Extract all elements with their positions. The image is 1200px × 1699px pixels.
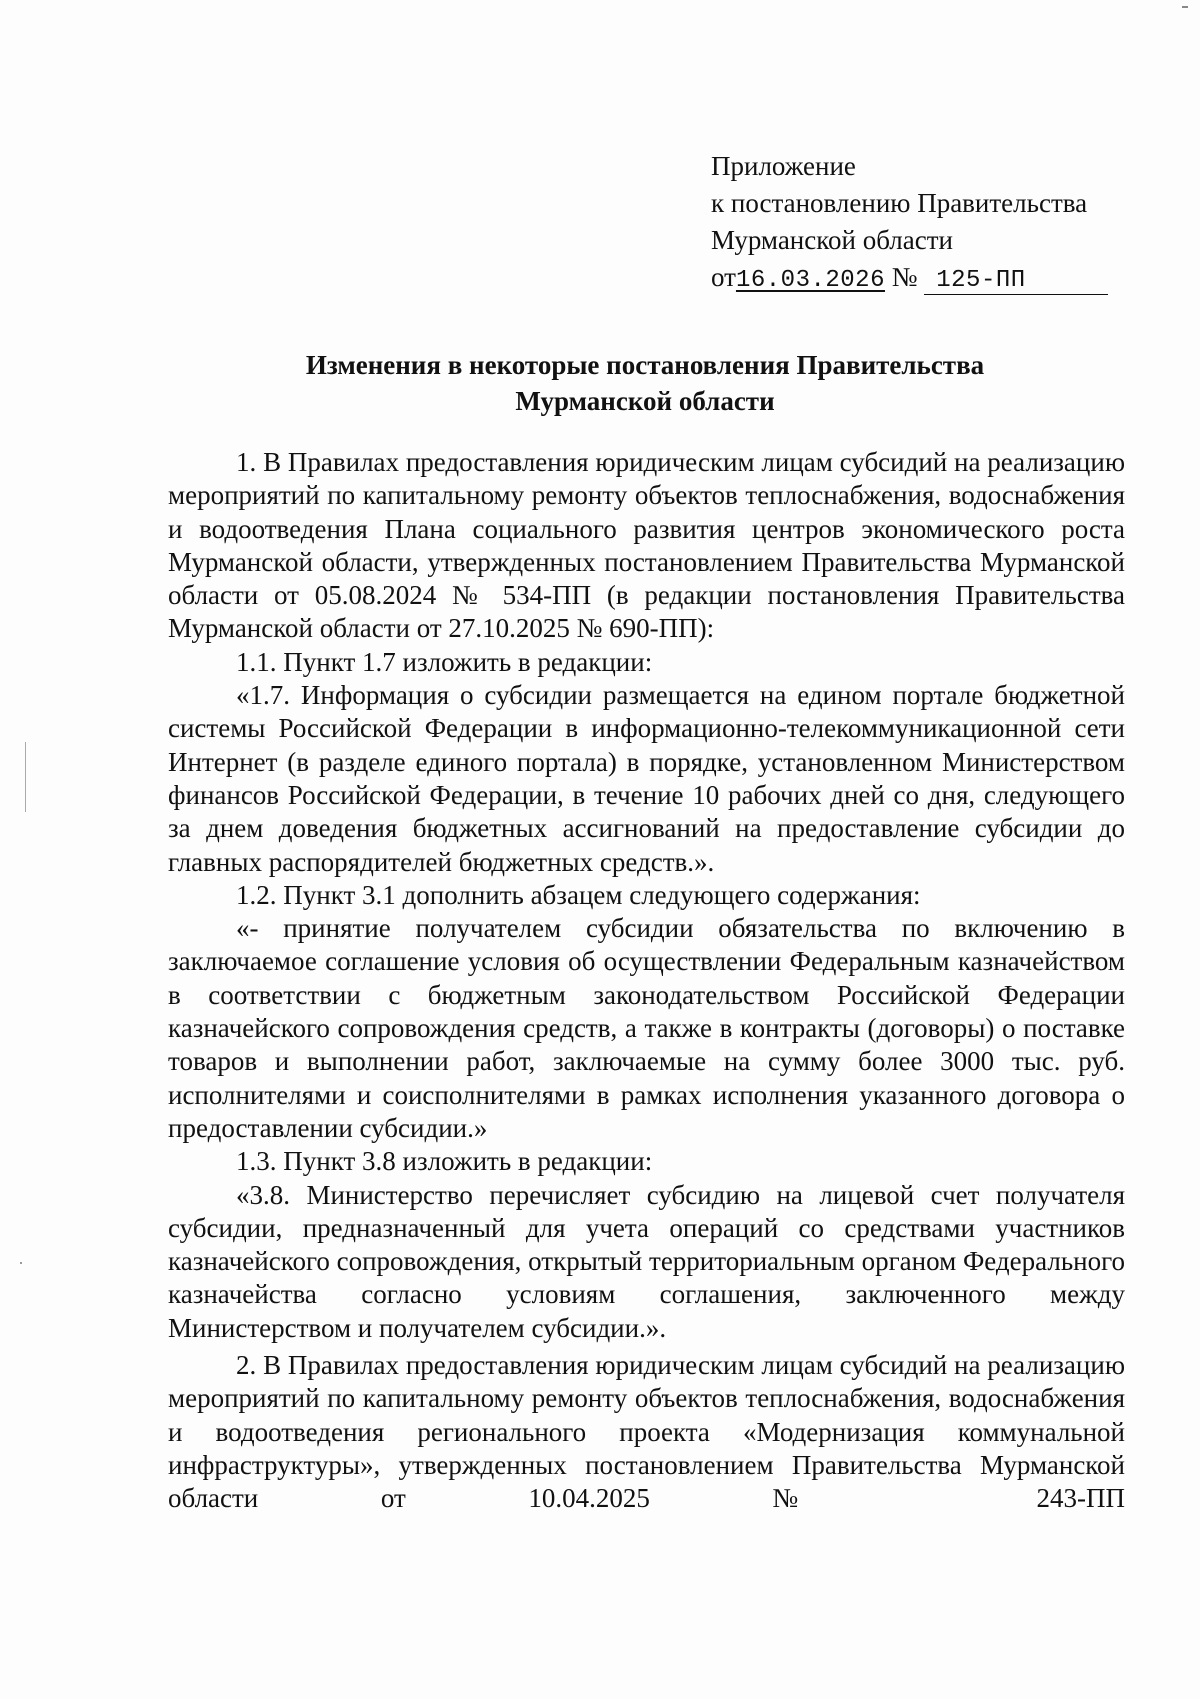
- paragraph-1-1: 1.1. Пункт 1.7 изложить в редакции:: [236, 646, 653, 677]
- paragraph-1-2: 1.2. Пункт 3.1 дополнить абзацем следующего содержания:: [236, 879, 921, 910]
- scan-artifact-mark: [1182, 6, 1188, 8]
- number-value: 125-ПП: [924, 268, 1108, 295]
- scan-artifact-dot: [20, 1262, 22, 1264]
- paragraph-1-3: 1.3. Пункт 3.8 изложить в редакции:: [236, 1146, 653, 1177]
- document-body: [168, 446, 1125, 1516]
- appendix-line-2: к постановлению Правительства: [711, 188, 1088, 218]
- title-line-1: Изменения в некоторые постановления Правительства: [305, 350, 985, 380]
- date-prefix: от: [711, 262, 736, 292]
- appendix-line-3: Мурманской области: [711, 225, 953, 255]
- appendix-date-line: [711, 259, 1108, 299]
- paragraph-3-1-text: «- принятие получателем субсидии обязательства по включению в заключаемое соглашение условия об осуществлении Федеральным казначейством в соответствии с бюджетным законодательством Российской Федерации казначейского сопровождения средств, а также в контракты (договоры) о поставке товаров и выполнении работ, заключаемые на сумму более 3000 тыс. руб. исполнителями и соисполнителями в рамках исполнения указанного договора о предоставлении субсидии.»: [168, 913, 1125, 1143]
- date-value: 16.03.2026: [735, 267, 885, 294]
- title-line-2: Мурманской области: [515, 386, 775, 416]
- appendix-line-1: Приложение: [711, 151, 856, 181]
- paragraph-2: 2. В Правилах предоставления юридическим лицам субсидий на реализацию мероприятий по капитальному ремонту объектов теплоснабжения, водоснабжения и водоотведения регионального проекта «Модернизация коммунальной инфраструктуры», утвержденных постановлением Правительства Мурманской области от 10.04.2025 № 243-ПП: [168, 1350, 1125, 1514]
- scan-artifact-line: [25, 742, 26, 812]
- paragraph-1-7-text: «1.7. Информация о субсидии размещается на едином портале бюджетной системы Российской Федерации в информационно-телекоммуникационной сети Интернет (в разделе единого портала) в порядке, установленном Министерством финансов Российской Федерации, в течение 10 рабочих дней со дня, следующего за днем доведения бюджетных ассигнований на предоставление субсидии до главных распорядителей бюджетных средств.».: [168, 680, 1125, 877]
- document-title: [160, 347, 1130, 419]
- appendix-block: [711, 148, 1108, 299]
- number-sign: №: [891, 262, 918, 292]
- paragraph-1: 1. В Правилах предоставления юридическим лицам субсидий на реализацию мероприятий по капитальному ремонту объектов теплоснабжения, водоснабжения и водоотведения Плана социального развития центров экономического роста Мурманской области, утвержденных постановлением Правительства Мурманской области от 05.08.2024 № 534-ПП (в редакции постановления Правительства Мурманской области от 27.10.2025 № 690-ПП):: [168, 447, 1125, 644]
- paragraph-3-8-text: «3.8. Министерство перечисляет субсидию на лицевой счет получателя субсидии, предназначенный для учета операций со средствами участников казначейского сопровождения, открытый территориальным органом Федерального казначейства согласно условиям соглашения, заключенного между Министерством и получателем субсидии.».: [168, 1179, 1125, 1343]
